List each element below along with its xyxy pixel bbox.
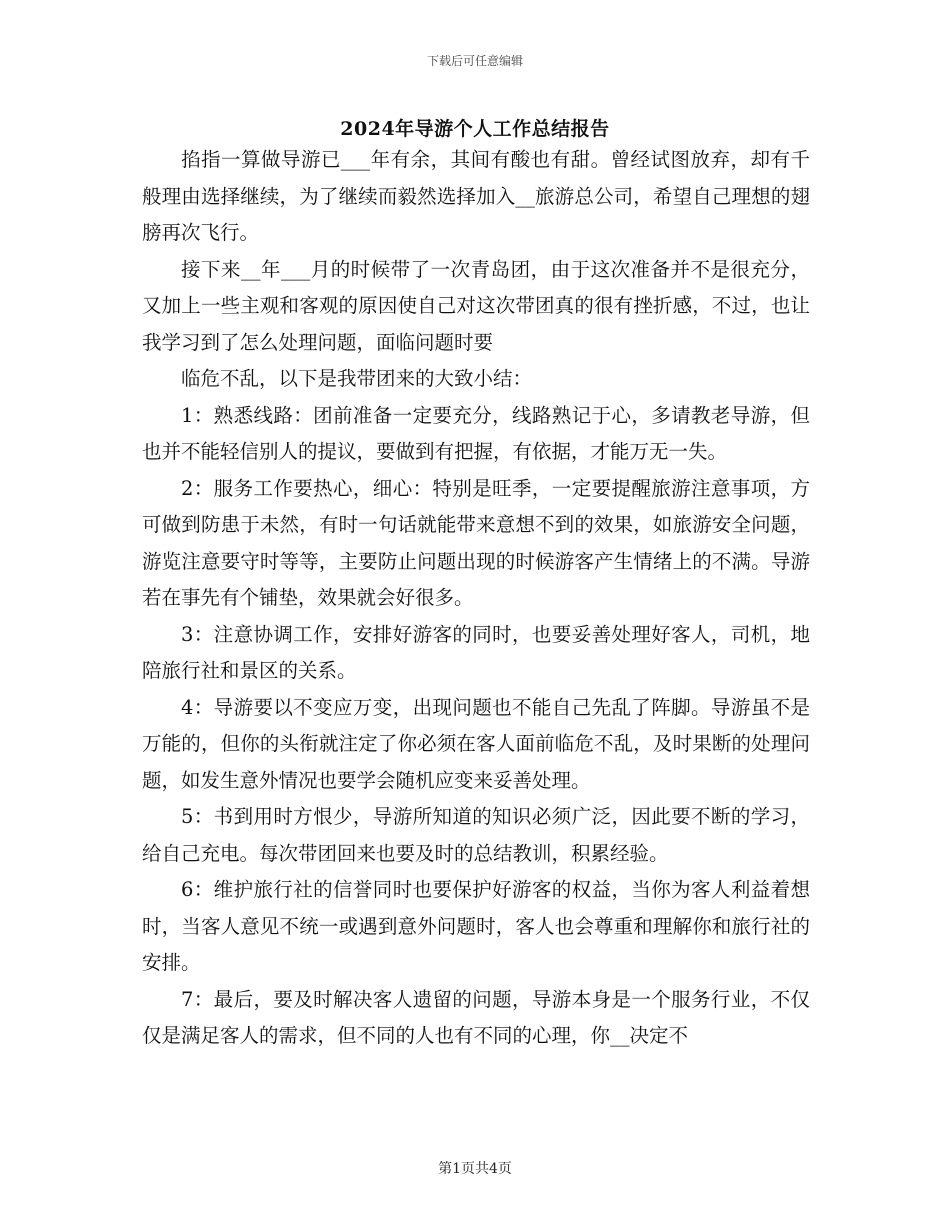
paragraph: 3：注意协调工作，安排好游客的同时，也要妥善处理好客人，司机，地陪旅行社和景区的关系。: [142, 622, 810, 682]
paragraph: 4：导游要以不变应万变，出现问题也不能自己先乱了阵脚。导游虽不是万能的，但你的头衔就注定了你必须在客人面前临危不乱，及时果断的处理问题，如发生意外情况也要学会随机应变来妥善处理。: [142, 695, 810, 792]
paragraph: 5：书到用时方恨少，导游所知道的知识必须广泛，因此要不断的学习，给自己充电。每次带团回来也要及时的总结教训，积累经验。: [142, 805, 810, 865]
paragraph: 6：维护旅行社的信誉同时也要保护好游客的权益，当你为客人利益着想时，当客人意见不统一或遇到意外问题时，客人也会尊重和理解你和旅行社的安排。: [142, 878, 810, 974]
paragraph: 2：服务工作要热心，细心：特别是旺季，一定要提醒旅游注意事项，方可做到防患于未然，有时一句话就能带来意想不到的效果，如旅游安全问题，游览注意要守时等等，主要防止问题出现的时候游客产生情绪上的不满。导游若在事先有个铺垫，效果就会好很多。: [142, 476, 810, 609]
paragraph: 7：最后，要及时解决客人遗留的问题，导游本身是一个服务行业，不仅仅是满足客人的需求，但不同的人也有不同的心理，你__决定不: [142, 987, 810, 1047]
paragraph: 临危不乱，以下是我带团来的大致小结：: [181, 367, 533, 390]
page-number: 第1页共4页: [438, 1161, 512, 1177]
document-title: 2024年导游个人工作总结报告: [340, 118, 610, 140]
paragraph: 掐指一算做导游已___年有余，其间有酸也有甜。曾经试图放弃，却有千般理由选择继续，为了继续而毅然选择加入__旅游总公司，希望自己理想的翅膀再次飞行。: [142, 148, 810, 244]
paragraph: 1：熟悉线路：团前准备一定要充分，线路熟记于心，多请教老导游，但也并不能轻信别人的提议，要做到有把握，有依据，才能万无一失。: [142, 403, 810, 463]
document-body: [142, 142, 810, 1055]
paragraph: 接下来__年___月的时候带了一次青岛团，由于这次准备并不是很充分，又加上一些主观和客观的原因使自己对这次带团真的很有挫折感，不过，也让我学习到了怎么处理问题，面临问题时要: [142, 257, 810, 354]
page-header-note: 下载后可任意编辑: [426, 54, 523, 68]
